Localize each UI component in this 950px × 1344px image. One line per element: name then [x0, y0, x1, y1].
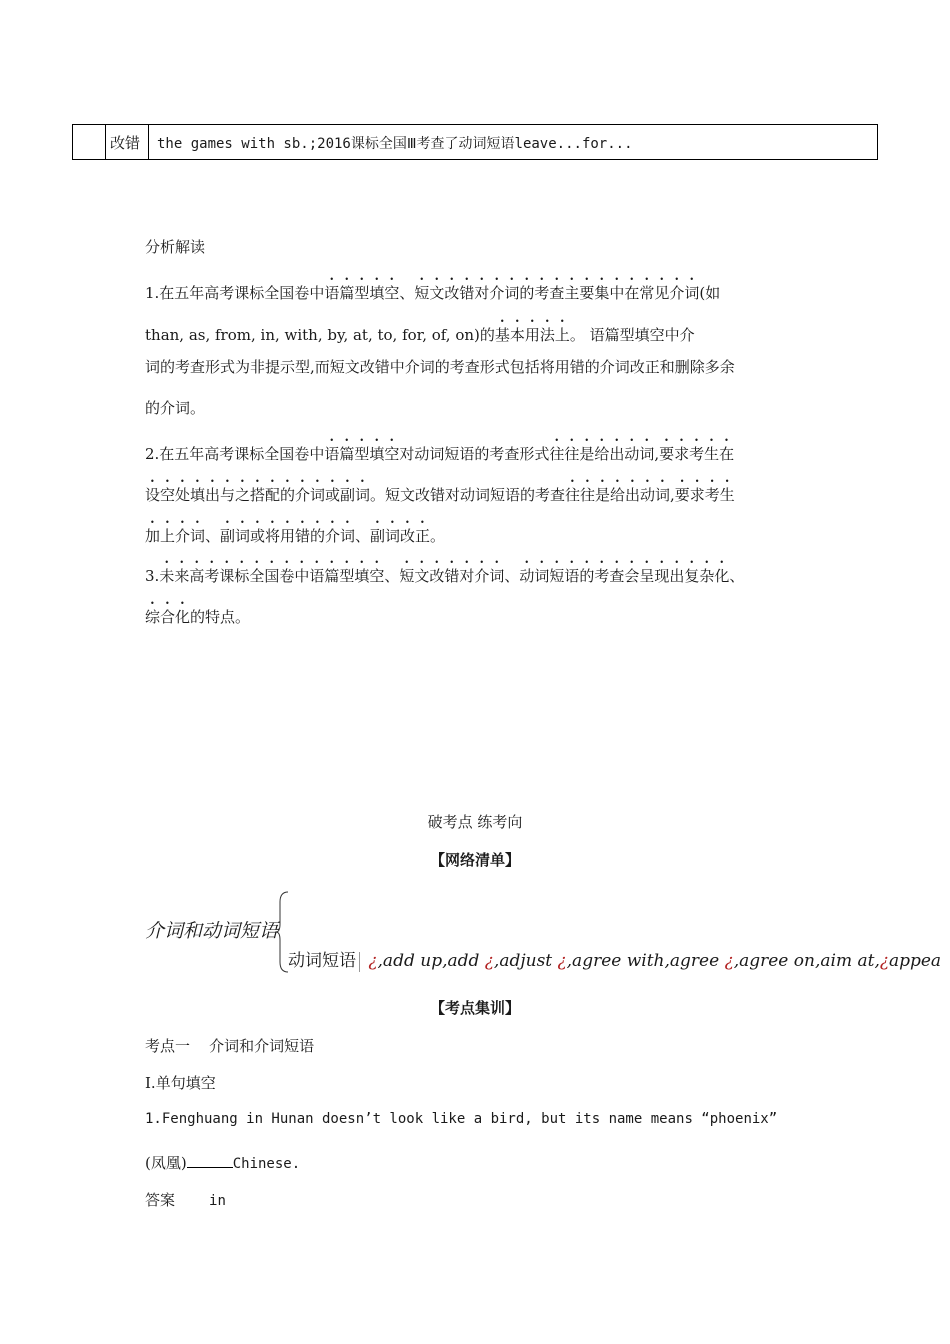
analysis-p2-line3: [145, 518, 445, 546]
p2-emphasis-3: 设空处填出与之搭配的介词或副词: [145, 486, 371, 504]
brace-mark: ¿: [484, 951, 494, 971]
brace-item: ,add up: [377, 951, 443, 971]
section-title: 破考点 练考向: [427, 813, 523, 831]
p1-text-2: 。 语篇型填空中介: [569, 326, 695, 344]
brace-items: [363, 951, 941, 971]
brace-item: ,aim at: [814, 951, 875, 971]
analysis-p2-line2: [145, 477, 735, 505]
table-cell-label: [105, 125, 149, 159]
network-heading: 【网络清单】: [429, 851, 520, 869]
question-1-line1: 1.Fenghuang in Hunan doesn’t look like a bird, but its name means “phoenix”: [145, 1111, 778, 1127]
brace-branch-row: [288, 946, 941, 972]
training-heading: 【考点集训】: [429, 999, 520, 1017]
analysis-heading: 分析解读: [145, 238, 206, 256]
brace-item: ,agree: [664, 951, 725, 971]
brace-root-label: 介词和动词短语: [145, 920, 279, 942]
p1-emphasis-2: 基本用法上: [494, 326, 570, 344]
p2-emphasis-5: 加上介词、副词或将用错的介词、副词改正: [145, 527, 431, 545]
p1-text-end: (如: [699, 284, 721, 302]
p1-emphasis: 语篇型填空、短文改错对介词的考查主要集中在常见介词: [324, 284, 700, 302]
brace-item: ,add: [442, 951, 485, 971]
table-cell-empty: [73, 125, 106, 159]
p2-emphasis-2: 往往是给出动词,要求考生在: [549, 445, 735, 463]
p3-emphasis-2: 综合化: [145, 608, 191, 626]
analysis-p3-line1: [145, 558, 744, 586]
brace-item: ,adjust: [493, 951, 558, 971]
analysis-p1-line1: [145, 275, 720, 303]
brace-branch-label: 动词短语: [288, 951, 356, 971]
part-heading: Ⅰ.单句填空: [145, 1074, 216, 1092]
kaodian-title: 考点一 介词和介词短语: [145, 1037, 315, 1055]
p2-text-4: 。: [430, 527, 446, 545]
answer-row: [145, 1189, 226, 1210]
answer-blank: [187, 1153, 233, 1168]
analysis-p1-line3: 词的考查形式为非提示型,而短文改错中介词的考查形式包括将用错的介词改正和删除多余: [145, 358, 735, 376]
p1-text: 1.在五年高考课标全国卷中: [145, 284, 325, 302]
p3-number: 3.: [145, 567, 160, 585]
brace-mark: ¿: [724, 951, 734, 971]
table-content: the games with sb.;2016课标全国Ⅲ考查了动词短语leave...for...: [157, 136, 633, 152]
analysis-p3-line2: [145, 599, 250, 627]
brace-item: ,: [874, 951, 880, 971]
p2-text: 2.在五年高考课标全国卷中: [145, 445, 325, 463]
brace-item: ,agree with: [566, 951, 665, 971]
brace-mark: ¿: [879, 951, 889, 971]
branch-divider: [359, 952, 360, 972]
analysis-p1-line4: 的介词。: [145, 399, 206, 417]
p2-text-2: 对动词短语的考查形式: [399, 445, 550, 463]
answer-label: 答案: [145, 1191, 176, 1209]
analysis-p1-line2: [145, 317, 695, 345]
brace-mark: ¿: [368, 951, 378, 971]
top-table-row: [72, 124, 878, 160]
q1-gloss: (凤凰): [145, 1154, 187, 1172]
brace-item: appea: [888, 951, 942, 971]
brace-item: ,agree on: [733, 951, 815, 971]
question-1-line2: [145, 1152, 300, 1173]
p2-emphasis: 语篇型填空: [324, 445, 400, 463]
table-label: 改错: [110, 134, 141, 152]
q1-end: Chinese.: [232, 1156, 301, 1172]
analysis-p2-line1: [145, 436, 734, 464]
p3-text: 的特点。: [190, 608, 251, 626]
brace-mark: ¿: [557, 951, 567, 971]
answer-value: in: [209, 1193, 226, 1209]
p1-prep-list: than, as, from, in, with, by, at, to, for, of, on)的: [145, 326, 495, 344]
p2-text-3: 。短文改错对动词短语的考查: [370, 486, 566, 504]
p3-emphasis: 未来高考课标全国卷中语篇型填空、短文改错对介词、动词短语的考查会呈现出复杂化、: [159, 567, 745, 585]
p2-emphasis-4: 往往是给出动词,要求考生: [565, 486, 735, 504]
